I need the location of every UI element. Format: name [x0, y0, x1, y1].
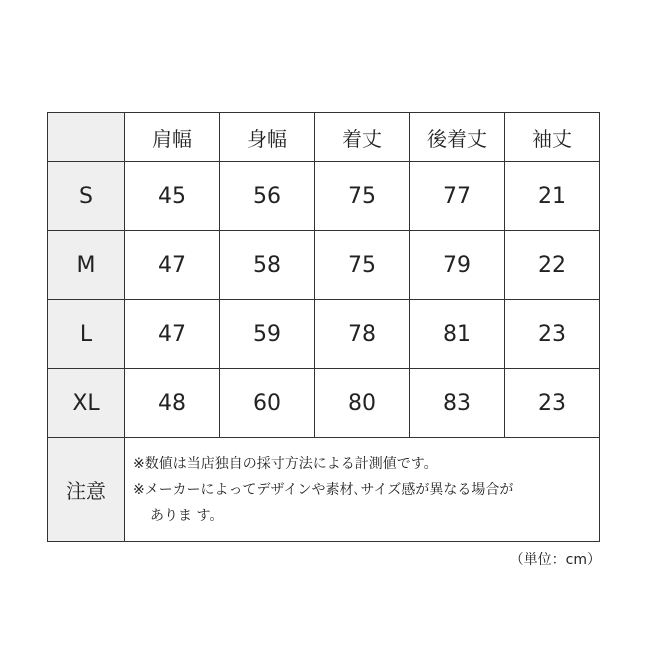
table-cell: 48 — [125, 369, 220, 438]
column-header-back-length: 後着丈 — [410, 113, 505, 162]
table-cell: 81 — [410, 300, 505, 369]
row-header-size: M — [48, 231, 125, 300]
table-cell: 77 — [410, 162, 505, 231]
unit-label: （単位：cm） — [509, 552, 601, 568]
row-header-size: XL — [48, 369, 125, 438]
table-row-m — [48, 231, 600, 300]
table-row-l — [48, 300, 600, 369]
column-header-shoulder-width: 肩幅 — [125, 113, 220, 162]
table-cell: 47 — [125, 300, 220, 369]
size-chart-table — [47, 112, 600, 542]
table-cell: 79 — [410, 231, 505, 300]
table-cell: 83 — [410, 369, 505, 438]
notes-cell — [125, 438, 600, 542]
table-cell: 22 — [505, 231, 600, 300]
table-cell: 47 — [125, 231, 220, 300]
table-cell: 60 — [220, 369, 315, 438]
table-cell: 80 — [315, 369, 410, 438]
table-cell: 59 — [220, 300, 315, 369]
corner-cell — [48, 113, 125, 162]
note-line-variation: ※メーカーによってデザインや素材､サイズ感が異なる場合が — [133, 481, 514, 498]
notes-label: 注意 — [48, 438, 125, 542]
row-header-size: L — [48, 300, 125, 369]
note-line-measurement: ※数値は当店独自の採寸方法による計測値です。 — [133, 455, 438, 472]
table-row-s — [48, 162, 600, 231]
table-cell: 56 — [220, 162, 315, 231]
table-cell: 45 — [125, 162, 220, 231]
column-header-length: 着丈 — [315, 113, 410, 162]
table-cell: 23 — [505, 369, 600, 438]
column-header-body-width: 身幅 — [220, 113, 315, 162]
row-header-size: S — [48, 162, 125, 231]
note-line-variation-continued: ありま す。 — [150, 507, 224, 524]
table-row-xl — [48, 369, 600, 438]
table-cell: 58 — [220, 231, 315, 300]
table-cell: 78 — [315, 300, 410, 369]
table-cell: 75 — [315, 231, 410, 300]
column-header-sleeve-length: 袖丈 — [505, 113, 600, 162]
table-cell: 75 — [315, 162, 410, 231]
header-row — [48, 113, 600, 162]
table-cell: 23 — [505, 300, 600, 369]
notes-row — [48, 438, 600, 542]
table-cell: 21 — [505, 162, 600, 231]
